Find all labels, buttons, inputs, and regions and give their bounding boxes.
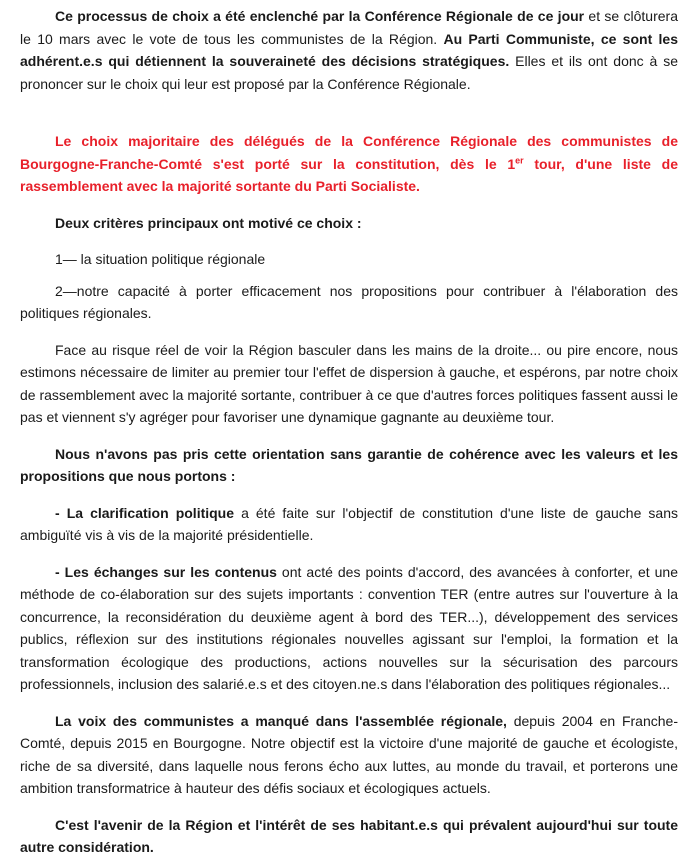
voice-text: depuis 2004 en Franche-Comté, depuis 2015 en Bourgogne. Notre objectif est la victoire d'une majorité de gauche et écologiste, riche de sa diversité, dans laquelle nous ferons écho aux luttes, au monde du travail, et porterons une ambition transformatrice à hauteur des défis sociaux et écologiques actuels. [20, 712, 678, 796]
criterion-1: 1— la situation politique régionale [55, 251, 266, 267]
paragraph-conclusion: C'est l'avenir de la Région et l'intérêt de ses habitant.e.s qui prévalent aujourd'hui sur toute autre considération. [20, 816, 678, 855]
process-text: et se clôturera le 10 mars avec le vote de tous les communistes de la Région. [20, 8, 678, 47]
paragraph-process [20, 5, 678, 95]
majority-choice-tail: tour, d'une liste de rassemblement avec la majorité sortante du Parti Socialiste. [20, 155, 678, 194]
superscript-er: er [515, 154, 524, 165]
paragraph-coherence: Nous n'avons pas pris cette orientation sans garantie de cohérence avec les valeurs et les propositions que nous portons : [20, 445, 678, 484]
voice-lead-bold: La voix des communistes a manqué dans l'assemblée régionale, [55, 712, 507, 729]
paragraph-clarification [20, 502, 678, 547]
sovereignty-bold: Au Parti Communiste, ce sont les adhérent.e.s qui détiennent la souveraineté des décisions stratégiques. [20, 30, 678, 69]
process-lead-bold: Ce processus de choix a été enclenché par la Conférence Régionale de ce jour [55, 8, 585, 24]
document-body [20, 5, 678, 859]
paragraph-exchanges [20, 561, 678, 696]
exchanges-label: - Les échanges sur les contenus [55, 563, 277, 580]
criteria-heading: Deux critères principaux ont motivé ce choix : [55, 214, 362, 231]
process-tail: Elles et ils ont donc à se prononcer sur le choix qui leur est proposé par la Conférence Régionale. [20, 53, 678, 92]
paragraph-majority-choice [20, 130, 678, 198]
paragraph-voice [20, 710, 678, 800]
criterion-2: 2—notre capacité à porter efficacement nos propositions pour contribuer à l'élaboration des politiques régionales. [20, 282, 678, 321]
exchanges-text: ont acté des points d'accord, des avancées à conforter, et une méthode de co-élaboration sur des sujets importants : convention TER (entre autres sur l'ouverture à la concurrence, la reconsidération du deuxième agent à bord des TER...), développement des services publics, réflexion sur des institutions régionales nouvelles agissant sur l'emploi, la formation et la transformation écologique des productions, actions nouvelles sur la sécurisation des parcours professionnels, inclusion des salarié.e.s et des citoyen.ne.s dans l'élaboration des politiques régionales... [20, 563, 678, 692]
majority-choice-text: Le choix majoritaire des délégués de la Conférence Régionale des communistes de Bourgogne-Franche-Comté s'est porté sur la constitution, dès le 1 [20, 133, 678, 172]
paragraph-risk: Face au risque réel de voir la Région basculer dans les mains de la droite... ou pire encore, nous estimons nécessaire de limiter au premier tour l'effet de dispersion à gauche, et espérons, par notre choix de rassemblement avec la majorité sortante, contribuer à ce que d'autres forces politiques fassent aussi le pas et viennent s'y agréger pour favoriser une dynamique gagnante au deuxième tour. [20, 341, 678, 425]
clarification-text: a été faite sur l'objectif de constitution d'une liste de gauche sans ambiguïté vis à vis de la majorité présidentielle. [20, 504, 678, 543]
clarification-label: - La clarification politique [55, 504, 235, 521]
